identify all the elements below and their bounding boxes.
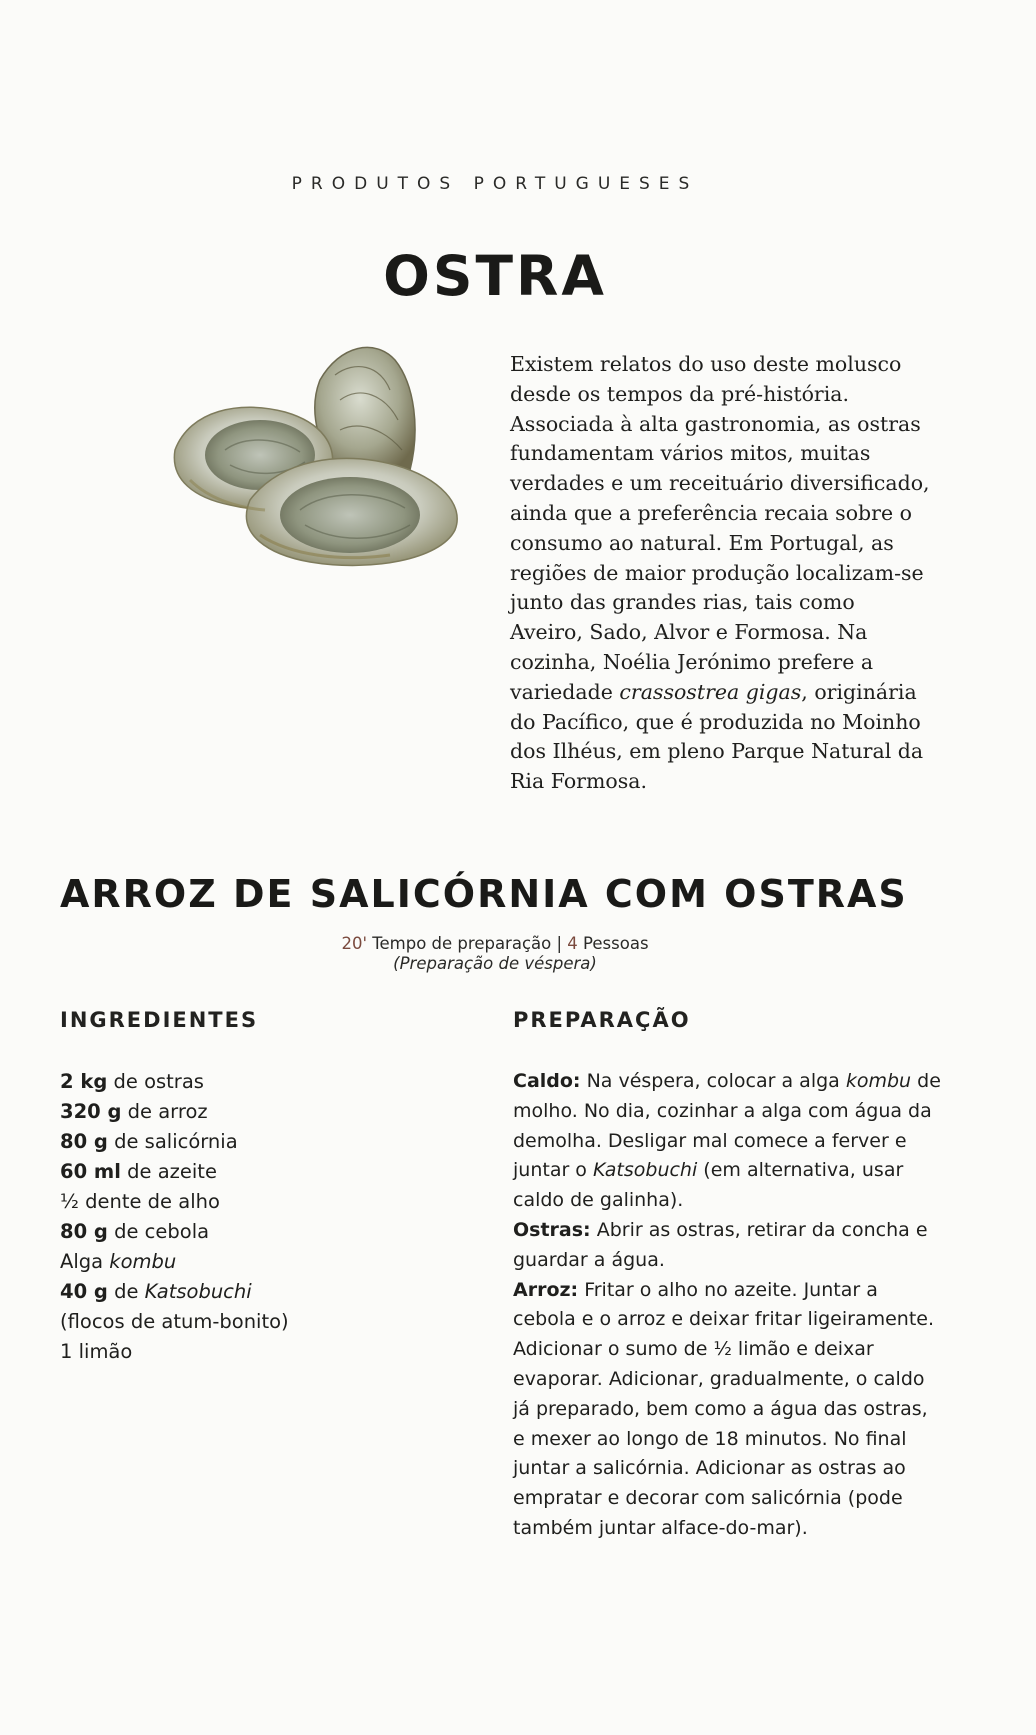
- ingredient-qty: 80 g: [60, 1130, 108, 1153]
- ingredient-text: de arroz: [121, 1100, 208, 1123]
- preparation-text: [513, 1067, 943, 1544]
- ingredient-text: de azeite: [120, 1160, 217, 1183]
- list-item: [60, 1277, 440, 1307]
- prep-arroz: [513, 1276, 943, 1544]
- ingredient-text: de cebola: [107, 1220, 210, 1243]
- ingredients-list: [60, 1067, 440, 1367]
- prep-step-label: Caldo:: [513, 1070, 581, 1092]
- prep-text: Abrir as ostras, retirar da concha e guardar a água.: [513, 1218, 928, 1271]
- section-kicker: PRODUTOS PORTUGUESES: [291, 174, 699, 194]
- ingredient-qty: 320 g: [60, 1100, 122, 1123]
- recipe-note: (Preparação de véspera): [393, 954, 597, 973]
- intro-paragraph: [510, 350, 930, 797]
- servings-label: Pessoas: [577, 934, 649, 953]
- prep-text: (em alternativa, usar caldo de galinha).: [513, 1159, 904, 1212]
- prep-caldo: [513, 1067, 943, 1216]
- ingredient-qty: 2 kg: [60, 1070, 108, 1093]
- preparation-heading: PREPARAÇÃO: [513, 1008, 691, 1032]
- page-title: OSTRA: [383, 244, 607, 308]
- prep-text: Na véspera, colocar a alga: [580, 1070, 846, 1092]
- list-item: [60, 1067, 440, 1097]
- intro-text-2: , originária do Pacífico, que é produzida no Moinho dos Ilhéus, em pleno Parque Natural da Ria Formosa.: [510, 679, 924, 794]
- ingredient-qty: 80 g: [60, 1220, 108, 1243]
- recipe-time-servings: [0, 934, 990, 954]
- ingredient-italic: Katsobuchi: [144, 1280, 252, 1303]
- list-item: [60, 1157, 440, 1187]
- intro-species: crassostrea gigas: [619, 679, 802, 704]
- prep-ostras: [513, 1216, 943, 1276]
- prep-step-label: Arroz:: [513, 1278, 579, 1301]
- oyster-photo: [170, 340, 470, 570]
- recipe-title: ARROZ DE SALICÓRNIA COM OSTRAS: [60, 872, 908, 916]
- list-item: [60, 1097, 440, 1127]
- recipe-meta: [0, 934, 990, 974]
- prep-time: 20': [341, 934, 367, 953]
- list-item: [60, 1217, 440, 1247]
- ingredients-heading: INGREDIENTES: [60, 1008, 259, 1032]
- ingredient-text: 1 limão: [60, 1340, 133, 1363]
- ingredient-text: Alga: [60, 1250, 110, 1273]
- servings: 4: [567, 934, 578, 953]
- ingredient-text: de salicórnia: [107, 1130, 238, 1153]
- ingredient-qty: 40 g: [60, 1280, 108, 1303]
- ingredient-text: de: [107, 1280, 145, 1303]
- prep-italic: kombu: [845, 1070, 912, 1092]
- prep-text: Fritar o alho no azeite. Juntar a cebola e o arroz e deixar fritar ligeiramente. Adicionar o sumo de ½ limão e deixar evaporar. Adicionar, gradualmente, o caldo já preparado, bem como a água das ostras, e mexer ao longo de 18 minutos. No final juntar a salicórnia. Adicionar as ostras ao empratar e decorar com salicórnia (pode também juntar alface-do-mar).: [513, 1278, 935, 1539]
- list-item: [60, 1127, 440, 1157]
- ingredient-text: ½ dente de alho: [60, 1190, 220, 1213]
- ingredient-qty: 60 ml: [60, 1160, 121, 1183]
- ingredient-text: de ostras: [107, 1070, 204, 1093]
- intro-text-1: Existem relatos do uso deste molusco desde os tempos da pré-história. Associada à alta gastronomia, as ostras fundamentam vários mitos, muitas verdades e um receituário diversificado, ainda que a preferência recaia sobre o consumo ao natural. Em Portugal, as regiões de maior produção localizam-se junto das grandes rias, tais como Aveiro, Sado, Alvor e Formosa. Na cozinha, Noélia Jerónimo prefere a variedade: [510, 352, 930, 704]
- list-item: [60, 1337, 440, 1367]
- prep-time-label: Tempo de preparação |: [367, 934, 568, 953]
- list-item: [60, 1247, 440, 1277]
- ingredient-text: (flocos de atum-bonito): [60, 1310, 289, 1333]
- prep-text: de molho. No dia, cozinhar a alga com água da demolha. Desligar mal comece a ferver e juntar o: [513, 1070, 941, 1182]
- ingredient-italic: kombu: [109, 1250, 177, 1273]
- list-item: [60, 1187, 440, 1217]
- prep-step-label: Ostras:: [513, 1218, 591, 1241]
- prep-italic: Katsobuchi: [592, 1159, 698, 1182]
- list-item: [60, 1307, 440, 1337]
